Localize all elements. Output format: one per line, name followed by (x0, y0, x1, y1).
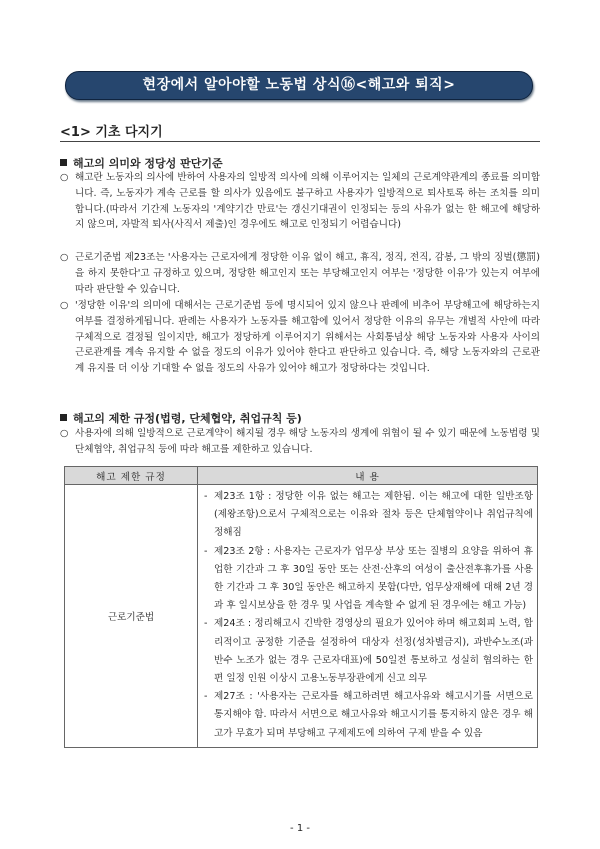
document-title: 현장에서 알아야할 노동법 상식⑯<해고와 퇴직> (65, 71, 533, 100)
paragraph-dismissal-limits (60, 426, 540, 458)
dash-bullet: - (204, 491, 208, 502)
chapter-divider (60, 141, 540, 142)
section-heading-text: 해고의 의미와 정당성 판단기준 (73, 157, 223, 170)
section-heading-text: 해고의 제한 규정(법령, 단체협약, 취업규칙 등) (73, 412, 302, 425)
section-heading-dismissal-meaning (60, 155, 550, 171)
dash-bullet: - (204, 545, 208, 557)
paragraph-justifiable-reason (60, 298, 540, 377)
list-item (204, 488, 533, 543)
paragraph-text: '정당한 이유'의 의미에 대해서는 근로기준법 등에 명시되어 있지 않으나 판례에 비추어 부당해고에 해당하는지 여부를 결정하게됩니다. 판례는 사용자가 노동자를 해고함에 있어서 정당한 이유의 유무는 개별적 사안에 따라 구체적으로 결정될 일이지만, 해고가 정당하게 이루어지기 위해서는 사회통념상 해당 노동자와 사용자 사이의 근로관계를 계속 유지할 수 없을 정도의 이유가 있어야 한다고 판단하고 있습니다. 즉, 해당 노동자와의 근로관계 유지를 더 이상 기대할 수 없을 정도의 사유가 있어야 해고가 정당하다는 것입니다. (75, 300, 540, 375)
table-header-cell: 해고 제한 규정 (65, 467, 198, 485)
list-item-text: 제24조 : 정리해고시 긴박한 경영상의 필요가 있어야 하며 해고회피 노력, 합리적이고 공정한 기준을 설정하여 대상자 선정(성차별금지), 과반수노조(과반수 노조가 없는 경우 근로자대표)에 50일전 통보하고 성실히 협의하는 한편 일정 인원 이상시 고용노동부장관에게 신고 의무 (214, 618, 533, 685)
page-number: - 1 - (290, 823, 310, 834)
list-item (204, 615, 533, 688)
paragraph-text: 근로기준법 제23조는 '사용자는 근로자에게 정당한 이유 없이 해고, 휴직, 정직, 전직, 감봉, 그 밖의 징벌(懲罰)을 하지 못한다'고 규정하고 있으며, 정당한 해고인지 또는 부당해고인지 여부는 '정당한 이유'가 있는지 여부에 따라 판단할 수 있습니다. (75, 252, 540, 295)
chapter-heading: <1> 기초 다지기 (60, 125, 163, 140)
list-item-text: 제23조 2항 : 사용자는 근로자가 업무상 부상 또는 질병의 요양을 위하여 휴업한 기간과 그 후 30일 동안 또는 산전·산후의 여성이 출산전후휴가를 사용한 기간과 그 후 30일 동안은 해고하지 못함(다만, 업무상재해에 대해 2년 경과 후 일시보상을 한 경우 및 사업을 계속할 수 없게 된 경우에는 해고 가능) (214, 545, 533, 612)
table-header-cell: 내 용 (198, 467, 538, 485)
list-item (204, 688, 533, 743)
table-row-label: 근로기준법 (65, 485, 198, 748)
paragraph-text: 사용자에 의해 일방적으로 근로계약이 해지될 경우 해당 노동자의 생계에 위협이 될 수 있기 때문에 노동법령 및 단체협약, 취업규칙 등에 따라 해고를 제한하고 있습니다. (75, 428, 540, 455)
list-item (204, 543, 533, 616)
section-heading-dismissal-limits (60, 410, 550, 426)
dismissal-limits-table (64, 466, 538, 748)
circle-bullet-icon: ○ (60, 252, 69, 263)
paragraph-text: 해고란 노동자의 의사에 반하여 사용자의 일방적 의사에 의해 이루어지는 일체의 근로계약관계의 종료를 의미합니다. 즉, 노동자가 계속 근로를 할 의사가 있음에도 불구하고 사용자가 일방적으로 퇴사토록 하는 조치를 의미합니다.(따라서 기간제 노동자의 '계약기간 만료'는 갱신기대권이 인정되는 등의 사유가 없는 한 해고에 해당하지 않으며, 자발적 퇴사(사직서 제출)인 경우에도 해고로 인정되기 어렵습니다) (75, 172, 540, 231)
circle-bullet-icon: ○ (60, 428, 69, 439)
dash-bullet: - (204, 618, 208, 630)
list-item-text: 제23조 1항 : 정당한 이유 없는 해고는 제한됨. 이는 해고에 대한 일반조항(제왕조항)으로서 구체적으로는 이유와 절차 등은 단체협약이나 취업규칙에 정해짐 (214, 491, 533, 539)
square-bullet-icon (60, 414, 67, 421)
paragraph-article-23 (60, 250, 540, 297)
circle-bullet-icon: ○ (60, 300, 69, 311)
table-header-row (65, 467, 538, 485)
table-row (65, 485, 538, 748)
list-item-text: 제27조 : '사용자는 근로자를 해고하려면 해고사유와 해고시기를 서면으로 통지해야 함. 따라서 서면으로 해고사유와 해고시기를 통지하지 않은 경우 해고가 무효가 되며 부당해고 구제제도에 의하여 구제 받을 수 있음 (214, 691, 533, 739)
table-content-cell (198, 485, 538, 748)
square-bullet-icon (60, 159, 67, 166)
paragraph-dismissal-definition (60, 170, 540, 233)
circle-bullet-icon: ○ (60, 172, 69, 183)
dash-bullet: - (204, 691, 208, 703)
